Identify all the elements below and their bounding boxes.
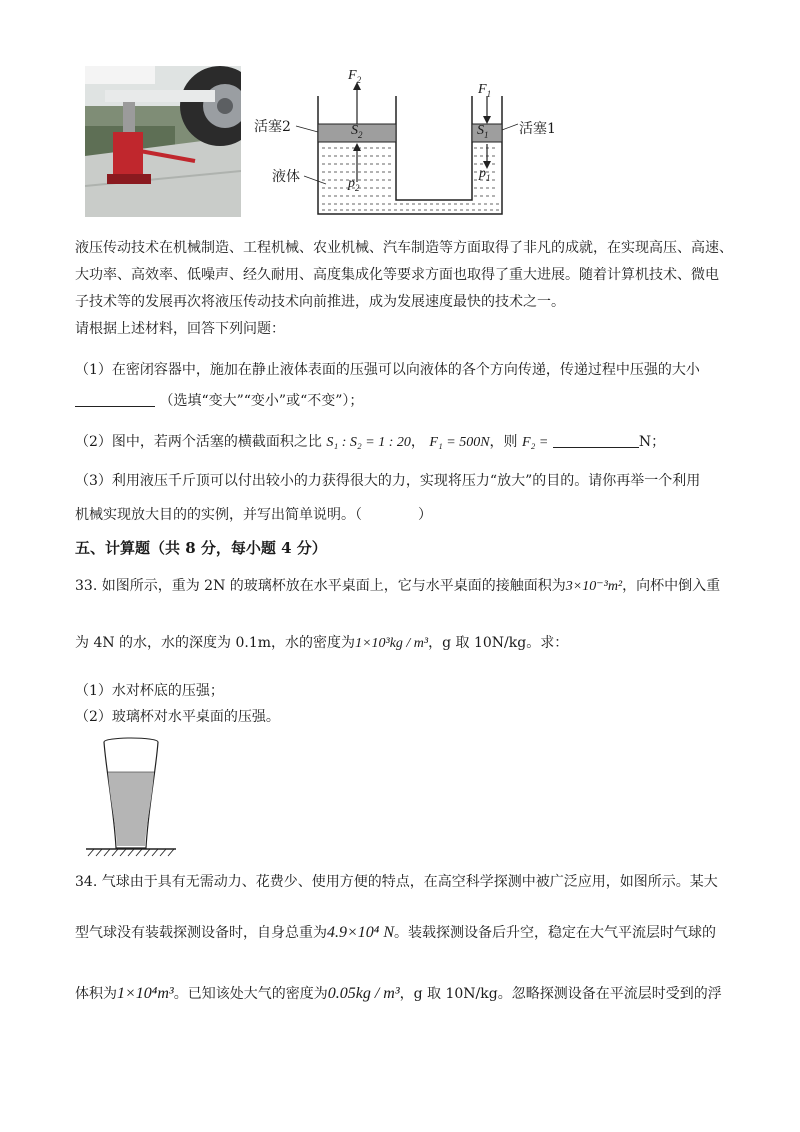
answer-blank-1[interactable]	[75, 392, 155, 407]
q32-part1-line2: （选填“变大”“变小”或“不变”）；	[75, 391, 363, 411]
label-p2: $p_2$	[348, 176, 360, 193]
hydraulic-jack-photo	[85, 66, 241, 217]
q32-part2: （2）图中，若两个活塞的横截面积之比 S₁ : S₂ = 1 : 20， F₁ = 500N，则 F₂ = N；	[75, 434, 666, 450]
q34-line1: 34. 气球由于具有无需动力、花费少、使用方便的特点，在高空科学探测中被广泛应用，如图所示。某大	[75, 874, 718, 890]
label-liquid: 液体	[272, 169, 300, 185]
q33-part1: （1）水对杯底的压强；	[75, 683, 224, 699]
answer-blank-2[interactable]	[553, 433, 639, 448]
q33-line2: 为 4N 的水，水的深度为 0.1m，水的密度为1×10³kg / m³，g 取 10N/kg。求：	[75, 635, 569, 651]
q34-line2: 型气球没有装载探测设备时，自身总重为4.9×10⁴ N。装载探测设备后升空，稳定在大气平流层时气球的	[75, 924, 717, 941]
label-piston2: 活塞2	[254, 119, 291, 135]
label-s1: $S_1$	[477, 123, 489, 140]
glass-cup-figure	[84, 730, 180, 858]
hydraulic-press-diagram	[254, 66, 562, 226]
label-f2: $F_2$	[348, 68, 362, 85]
intro-line-2: 大功率、高效率、低噪声、经久耐用、高度集成化等要求方面也取得了重大进展。随着计算机技术、微电	[75, 267, 719, 283]
q33-line1: 33. 如图所示，重为 2N 的玻璃杯放在水平桌面上，它与水平桌面的接触面积为3×10⁻³m²，向杯中倒入重	[75, 578, 721, 594]
intro-line-4: 请根据上述材料，回答下列问题：	[75, 321, 285, 337]
q32-part3-line2: 机械实现放大目的的实例，并写出简单说明。（ ）	[75, 507, 432, 523]
q32-part3-line1: （3）利用液压千斤顶可以付出较小的力获得很大的力，实现将压力“放大”的目的。请你再举一个利用	[75, 473, 701, 489]
label-p1: $p_1$	[479, 166, 491, 183]
intro-line-1: 液压传动技术在机械制造、工程机械、农业机械、汽车制造等方面取得了非凡的成就，在实现高压、高速、	[75, 240, 733, 256]
q33-part2: （2）玻璃杯对水平桌面的压强。	[75, 709, 280, 725]
label-s2: $S_2$	[351, 123, 363, 140]
q32-part1-line1: （1）在密闭容器中，施加在静止液体表面的压强可以向液体的各个方向传递，传递过程中压强的大小	[75, 362, 700, 378]
label-f1: $F_1$	[478, 82, 492, 99]
label-piston1: 活塞1	[519, 121, 556, 137]
section-five-title: 五、计算题（共 8 分，每小题 4 分）	[75, 539, 327, 557]
intro-line-3: 子技术等的发展再次将液压传动技术向前推进，成为发展速度最快的技术之一。	[75, 294, 565, 310]
q34-line3: 体积为1×10⁴m³。已知该处大气的密度为0.05kg / m³，g 取 10N/kg。忽略探测设备在平流层时受到的浮	[75, 985, 722, 1002]
